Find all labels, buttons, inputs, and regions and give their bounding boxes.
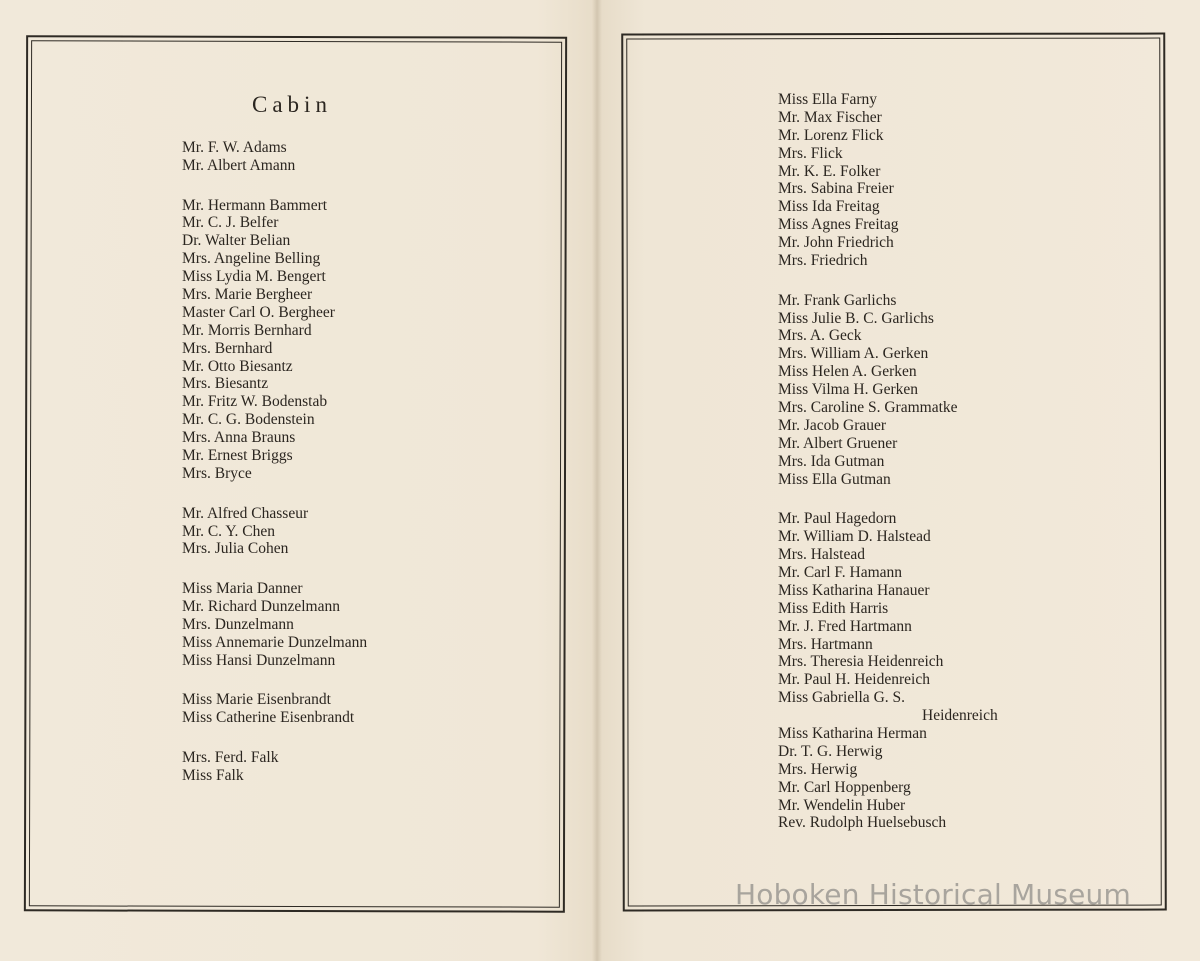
passenger-name: Mr. Hermann Bammert	[182, 196, 328, 214]
passenger-name: Miss Julie B. C. Garlichs	[778, 309, 934, 327]
passenger-name: Mrs. Angeline Belling	[182, 250, 321, 268]
passenger-name: Mr. K. E. Folker	[778, 162, 881, 180]
passenger-name: Miss Ida Freitag	[778, 198, 880, 216]
passenger-group	[182, 749, 367, 785]
passenger-name: Mr. F. W. Adams	[182, 139, 287, 156]
passenger-name: Mrs. Halstead	[778, 546, 865, 564]
passenger-name: Mr. C. J. Belfer	[182, 214, 279, 232]
passenger-group	[182, 505, 367, 559]
passenger-name: Mr. Fritz W. Bodenstab	[182, 393, 328, 411]
passenger-name: Miss Hansi Dunzelmann	[182, 651, 336, 669]
passenger-name: Mr. Lorenz Flick	[778, 126, 884, 144]
passenger-name: Miss Catherine Eisenbrandt	[182, 709, 355, 727]
passenger-name: Mrs. Anna Brauns	[182, 429, 296, 447]
passenger-group	[778, 292, 998, 489]
passenger-name: Mr. Frank Garlichs	[778, 291, 897, 309]
passenger-name: Miss Helen A. Gerken	[778, 363, 917, 381]
passenger-name: Miss Lydia M. Bengert	[182, 268, 326, 286]
passenger-group	[182, 139, 367, 175]
passenger-name: Mr. Max Fischer	[778, 108, 882, 126]
passenger-name: Miss Annemarie Dunzelmann	[182, 633, 368, 651]
passenger-name: Mrs. Bryce	[182, 464, 252, 482]
passenger-name: Mrs. Biesantz	[182, 375, 269, 393]
passenger-name: Mrs. Theresia Heidenreich	[778, 653, 944, 671]
passenger-name: Mr. C. G. Bodenstein	[182, 411, 315, 429]
passenger-name: Mrs. Caroline S. Grammatke	[778, 399, 958, 417]
passenger-name: Mr. Ernest Briggs	[182, 447, 293, 465]
passenger-name: Mr. Albert Amann	[182, 156, 296, 174]
passenger-name: Dr. T. G. Herwig	[778, 742, 883, 760]
passenger-name: Miss Katharina Hanauer	[778, 581, 930, 599]
passenger-name: Mrs. Ida Gutman	[778, 452, 885, 470]
passenger-name: Heidenreich	[922, 707, 998, 725]
passenger-name: Mr. Jacob Grauer	[778, 416, 887, 434]
passenger-name: Mr. Otto Biesantz	[182, 357, 293, 375]
section-heading: Cabin	[252, 92, 332, 117]
passenger-name: Miss Falk	[182, 766, 244, 784]
passenger-name: Mr. Wendelin Huber	[778, 796, 906, 814]
passenger-name: Mr. Alfred Chasseur	[182, 504, 309, 522]
passenger-name: Mrs. Bernhard	[182, 339, 273, 357]
passenger-name: Mrs. Hartmann	[778, 635, 873, 653]
book-gutter	[592, 0, 602, 961]
passenger-name: Mrs. Sabina Freier	[778, 180, 894, 198]
passenger-name: Miss Katharina Herman	[778, 724, 927, 742]
passenger-name: Miss Edith Harris	[778, 599, 889, 617]
passenger-name: Mr. Carl F. Hamann	[778, 563, 903, 581]
passenger-group	[778, 510, 998, 832]
passenger-name: Mr. William D. Halstead	[778, 528, 931, 546]
passenger-name: Mr. J. Fred Hartmann	[778, 617, 912, 635]
passenger-group	[182, 197, 367, 483]
right-passenger-list	[778, 91, 998, 854]
passenger-name: Mrs. A. Geck	[778, 327, 862, 345]
passenger-name: Mrs. Marie Bergheer	[182, 286, 313, 304]
passenger-name: Mr. Paul H. Heidenreich	[778, 671, 930, 689]
passenger-name: Mr. Paul Hagedorn	[778, 510, 897, 528]
passenger-name: Mr. Richard Dunzelmann	[182, 597, 340, 615]
passenger-name: Mrs. Julia Cohen	[182, 540, 289, 558]
passenger-name: Master Carl O. Bergheer	[182, 303, 335, 321]
left-passenger-list	[182, 139, 367, 807]
passenger-name: Mrs. Dunzelmann	[182, 615, 294, 633]
passenger-group	[182, 580, 367, 669]
passenger-name: Mrs. Friedrich	[778, 252, 868, 270]
passenger-group	[778, 91, 998, 270]
watermark: Hoboken Historical Museum	[735, 878, 1131, 911]
passenger-name: Miss Marie Eisenbrandt	[182, 691, 331, 709]
passenger-name: Miss Ella Farny	[778, 91, 878, 108]
passenger-name: Miss Maria Danner	[182, 580, 303, 598]
passenger-name: Dr. Walter Belian	[182, 232, 291, 250]
passenger-name: Mrs. Ferd. Falk	[182, 748, 279, 766]
passenger-name: Mr. Morris Bernhard	[182, 321, 312, 339]
passenger-name: Miss Vilma H. Gerken	[778, 381, 918, 399]
passenger-name: Mr. C. Y. Chen	[182, 522, 276, 540]
passenger-name: Miss Agnes Freitag	[778, 216, 899, 234]
passenger-name: Mrs. Flick	[778, 144, 843, 162]
passenger-name: Miss Ella Gutman	[778, 470, 891, 488]
passenger-name: Mrs. William A. Gerken	[778, 345, 929, 363]
passenger-group	[182, 691, 367, 727]
passenger-name: Rev. Rudolph Huelsebusch	[778, 814, 947, 832]
passenger-name: Mr. John Friedrich	[778, 234, 894, 252]
passenger-name: Mr. Carl Hoppenberg	[778, 778, 911, 796]
passenger-name: Mr. Albert Gruener	[778, 434, 898, 452]
passenger-name: Mrs. Herwig	[778, 760, 858, 778]
passenger-name: Miss Gabriella G. S.	[778, 689, 906, 707]
